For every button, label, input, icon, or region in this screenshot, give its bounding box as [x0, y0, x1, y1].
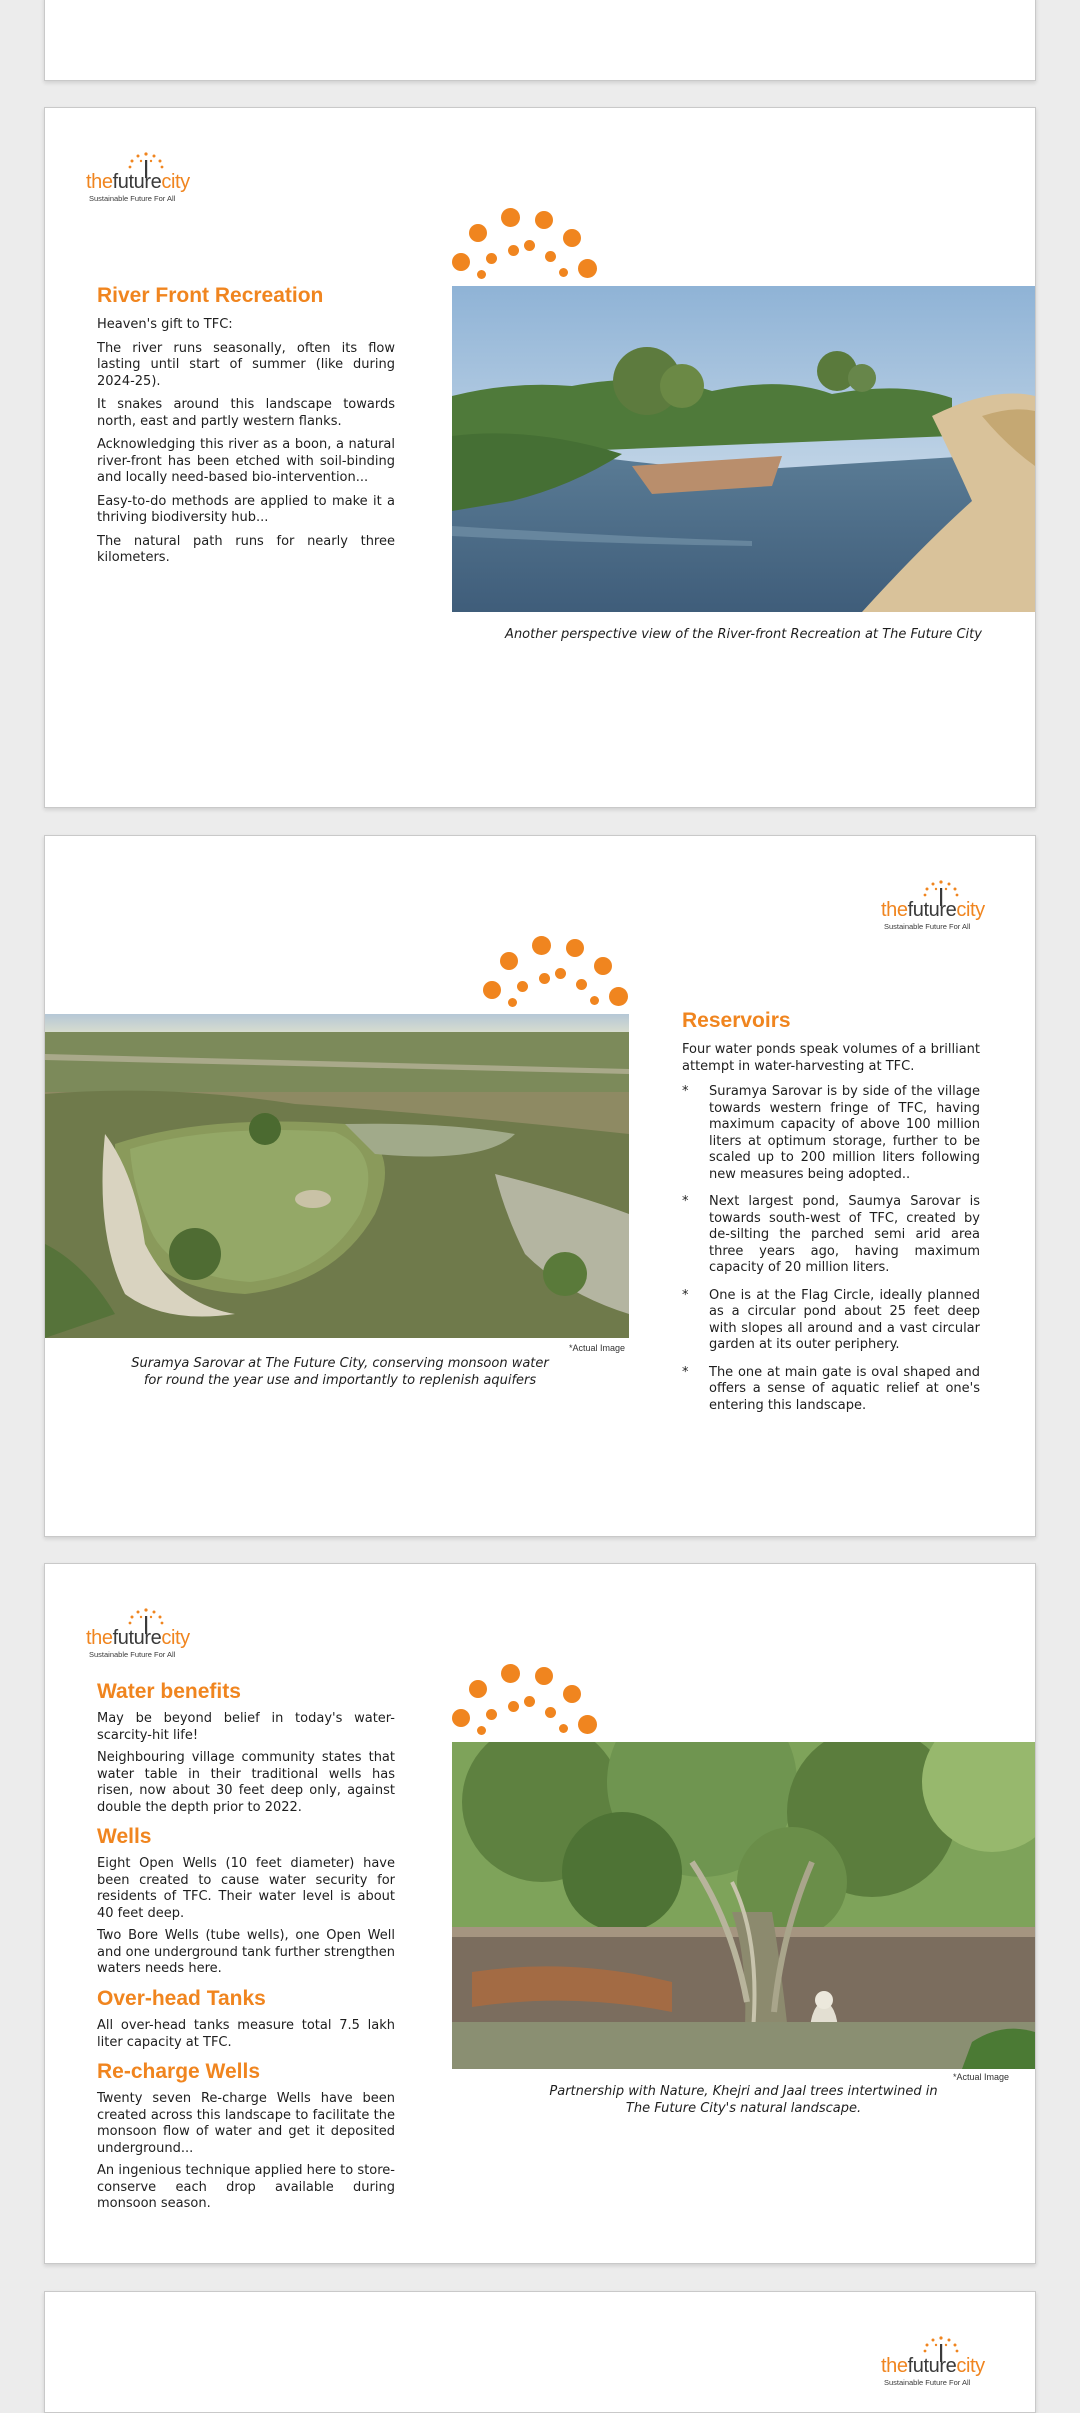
brand-logo — [881, 878, 999, 934]
document-page-water-benefits — [44, 1563, 1036, 2264]
paragraph: Heaven's gift to TFC: — [97, 317, 233, 333]
logo-wordmark: thefuturecity — [86, 1627, 190, 1649]
reservoirs-text-column — [682, 1008, 980, 1425]
actual-image-label: *Actual Image — [569, 1343, 626, 1353]
list-item: * One is at the Flag Circle, ideally planned as a circular pond about 25 feet deep with slopes all around and a vast circular garden at its outer periphery. — [682, 1287, 980, 1353]
orange-dot-arc-icon — [452, 1663, 602, 1743]
brand-logo — [86, 1606, 204, 1662]
river-text-column — [97, 283, 395, 577]
brand-logo — [881, 2334, 999, 2390]
paragraph: Twenty seven Re-charge Wells have been created across this landscape to facilitate the monsoon flow of water and get it deposited underground... — [97, 2091, 395, 2156]
list-item: * Suramya Sarovar is by side of the village towards western fringe of TFC, having maximum capacity of above 100 million liters at optimum storage, further to be scaled up to 200 million liters following new measures being adopted.. — [682, 1084, 980, 1182]
bullet-marker: * — [682, 1364, 689, 1380]
orange-dot-arc-icon — [452, 207, 602, 287]
bullet-marker: * — [682, 1287, 689, 1303]
list-item: * The one at main gate is oval shaped and offers a sense of aquatic relief at one's entering this landscape. — [682, 1364, 980, 1413]
section-heading: Reservoirs — [682, 1009, 791, 1032]
logo-tagline: Sustainable Future For All — [89, 1650, 176, 1659]
bullet-marker: * — [682, 1194, 689, 1210]
paragraph: Acknowledging this river as a boon, a natural river-front has been etched with soil-binding and locally need-based bio-intervention... — [97, 437, 395, 486]
orange-dot-arc-icon — [483, 935, 633, 1015]
paragraph: The natural path runs for nearly three kilometers. — [97, 533, 395, 566]
paragraph: Four water ponds speak volumes of a brilliant attempt in water-harvesting at TFC. — [682, 1042, 980, 1074]
section-heading: Re-charge Wells — [97, 2060, 261, 2084]
document-page-river-front — [44, 107, 1036, 808]
water-text-column — [97, 1679, 395, 2223]
reservoir-list — [682, 1084, 980, 1414]
section-heading: Wells — [97, 1825, 152, 1849]
khejri-jaal-tree-photo — [452, 1742, 1035, 2069]
logo-tagline: Sustainable Future For All — [89, 194, 176, 203]
document-page-next — [44, 2291, 1036, 2413]
photo-caption: Partnership with Nature, Khejri and Jaal trees intertwined in The Future City's natural landscape. — [549, 2084, 938, 2116]
photo-caption: Suramya Sarovar at The Future City, conserving monsoon water for round the year use and importantly to replenish aquifers — [131, 1356, 549, 1388]
logo-tagline: Sustainable Future For All — [884, 922, 971, 931]
paragraph: May be beyond belief in today's water-scarcity-hit life! — [97, 1711, 395, 1743]
actual-image-label: *Actual Image — [953, 2072, 1010, 2082]
document-page-previous — [44, 0, 1036, 81]
suramya-sarovar-aerial-photo — [45, 1014, 629, 1338]
section-heading: Water benefits — [97, 1680, 241, 1703]
logo-wordmark: thefuturecity — [881, 899, 985, 921]
logo-wordmark: thefuturecity — [881, 2355, 985, 2377]
photo-caption: Another perspective view of the River-front Recreation at The Future City — [505, 627, 982, 642]
paragraph: The river runs seasonally, often its flow lasting until start of summer (like during 2024-25). — [97, 340, 395, 389]
section-heading: Over-head Tanks — [97, 1986, 266, 2010]
paragraph: Easy-to-do methods are applied to make it a thriving biodiversity hub... — [97, 493, 395, 526]
logo-tagline: Sustainable Future For All — [884, 2378, 971, 2387]
paragraph: An ingenious technique applied here to store-conserve each drop available during monsoon season. — [97, 2163, 395, 2212]
paragraph: It snakes around this landscape towards north, east and partly western flanks. — [97, 397, 395, 429]
paragraph: Eight Open Wells (10 feet diameter) have been created to cause water security for residents of TFC. Their water level is about 40 feet deep. — [97, 1856, 395, 1921]
river-front-photo — [452, 286, 1035, 612]
paragraph: Two Bore Wells (tube wells), one Open Well and one underground tank further strengthen waters needs here. — [97, 1928, 395, 1977]
paragraph: Neighbouring village community states that water table in their traditional wells has risen, now about 30 feet deep only, against double the depth prior to 2022. — [97, 1750, 395, 1815]
list-item: * Next largest pond, Saumya Sarovar is towards south-west of TFC, created by de-silting the parched semi arid area three years ago, having maximum capacity of 20 million liters. — [682, 1194, 980, 1276]
logo-wordmark: thefuturecity — [86, 171, 190, 193]
section-heading: River Front Recreation — [97, 284, 324, 307]
brand-logo — [86, 150, 204, 206]
bullet-marker: * — [682, 1084, 689, 1100]
document-page-reservoirs — [44, 835, 1036, 1537]
paragraph: All over-head tanks measure total 7.5 lakh liter capacity at TFC. — [97, 2018, 395, 2050]
